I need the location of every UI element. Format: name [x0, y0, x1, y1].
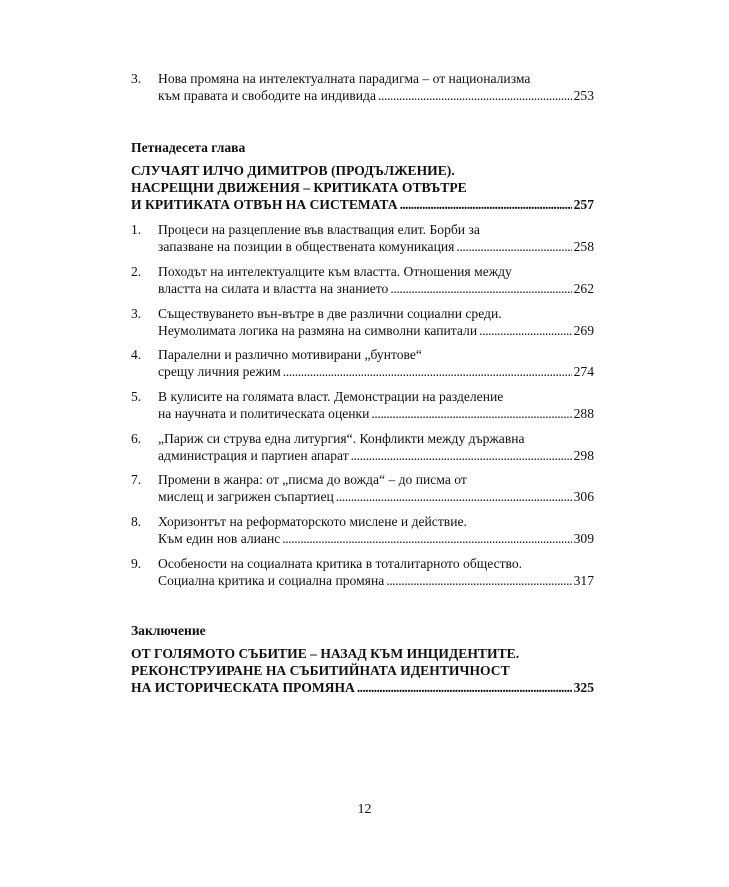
- chapter-title-end: И КРИТИКАТА ОТВЪН НА СИСТЕМАТА: [131, 197, 398, 212]
- toc-entry-page: 253: [573, 88, 594, 103]
- conclusion-title-line: РЕКОНСТРУИРАНЕ НА СЪБИТИЙНАТА ИДЕНТИЧНОСТ: [131, 663, 510, 678]
- toc-entry-page: 258: [573, 239, 594, 254]
- toc-entry-number: 8.: [131, 514, 142, 529]
- toc-entry: [131, 305, 594, 339]
- toc-entry: [131, 70, 594, 104]
- toc-entry-title-end: към правата и свободите на индивида: [158, 88, 377, 103]
- dot-leader: [357, 679, 572, 696]
- toc-entry-title-line: Съществуването вън-вътре в две различни социални среди.: [158, 306, 502, 321]
- toc-entry-title-last-line: [158, 363, 594, 380]
- toc-entry-page: 298: [573, 448, 594, 463]
- dot-leader: [456, 238, 571, 255]
- toc-entry-title-last-line: [158, 322, 594, 339]
- dot-leader: [390, 280, 571, 297]
- toc-entry-number: 7.: [131, 472, 142, 487]
- toc-entry-title-last-line: [158, 488, 594, 505]
- conclusion-label: Заключение: [131, 623, 206, 638]
- toc-entry-title-last-line: [158, 572, 594, 589]
- toc-entry-title-last-line: [158, 405, 594, 422]
- toc-entry-number: 5.: [131, 389, 142, 404]
- toc-entry-title-line: Процеси на разцепление във властващия елит. Борби за: [158, 222, 480, 237]
- chapter-title-last-line: [131, 196, 594, 213]
- toc-entry-title-end: Към един нов алианс: [158, 531, 281, 546]
- toc-entry: [131, 263, 594, 297]
- toc-entry-page: 306: [573, 489, 594, 504]
- toc-entry-title-last-line: [158, 238, 594, 255]
- conclusion-page: 325: [573, 680, 594, 695]
- dot-leader: [371, 405, 571, 422]
- toc-entry: [131, 471, 594, 505]
- toc-entry-title-last-line: [158, 530, 594, 547]
- toc-entry-page: 262: [573, 281, 594, 296]
- dot-leader: [378, 87, 572, 104]
- toc-entry-title-end: властта на силата и властта на знанието: [158, 281, 389, 296]
- page-number: 12: [357, 802, 372, 817]
- toc-entry-title-end: администрация и партиен апарат: [158, 448, 349, 463]
- conclusion-title-line: ОТ ГОЛЯМОТО СЪБИТИЕ – НАЗАД КЪМ ИНЦИДЕНТИТЕ.: [131, 646, 520, 661]
- toc-entry-title-end: мислещ и загрижен съпартиец: [158, 489, 334, 504]
- chapter-title-line: СЛУЧАЯТ ИЛЧО ДИМИТРОВ (ПРОДЪЛЖЕНИЕ).: [131, 163, 455, 178]
- toc-entry-page: 309: [573, 531, 594, 546]
- toc-entry-page: 317: [573, 573, 594, 588]
- toc-entry: [131, 221, 594, 255]
- chapter-title-line: НАСРЕЩНИ ДВИЖЕНИЯ – КРИТИКАТА ОТВЪТРЕ: [131, 180, 467, 195]
- toc-entry-title-line: Паралелни и различно мотивирани „бунтове“: [158, 347, 422, 362]
- toc-entry: [131, 346, 594, 380]
- conclusion-title-last-line: [131, 679, 594, 696]
- conclusion-title-end: НА ИСТОРИЧЕСКАТА ПРОМЯНА: [131, 680, 355, 695]
- dot-leader: [479, 322, 572, 339]
- conclusion-title: [131, 645, 594, 696]
- toc-entry-page: 288: [573, 406, 594, 421]
- toc-entry-title-last-line: [158, 280, 594, 297]
- toc-entry-title-end: срещу личния режим: [158, 364, 281, 379]
- toc-entry-title-end: Социална критика и социална промяна: [158, 573, 385, 588]
- toc-entry-title-end: на научната и политическата оценки: [158, 406, 370, 421]
- dot-leader: [386, 572, 571, 589]
- toc-entry-title-last-line: [158, 447, 594, 464]
- chapter-title: [131, 162, 594, 213]
- toc-entry-title-line: В кулисите на голямата власт. Демонстрации на разделение: [158, 389, 504, 404]
- chapter-label: Петнадесета глава: [131, 140, 246, 155]
- toc-entry-title-line: Походът на интелектуалците към властта. Отношения между: [158, 264, 512, 279]
- dot-leader: [400, 196, 572, 213]
- chapter-page: 257: [573, 197, 594, 212]
- toc-entry-title-line: Нова промяна на интелектуалната парадигма – от национализма: [158, 71, 531, 86]
- toc-entry-number: 3.: [131, 306, 142, 321]
- toc-entry-number: 4.: [131, 347, 142, 362]
- dot-leader: [336, 488, 572, 505]
- dot-leader: [282, 530, 571, 547]
- toc-entry-title-last-line: [158, 87, 594, 104]
- toc-entry-title-line: Промени в жанра: от „писма до вожда“ – до писма от: [158, 472, 467, 487]
- toc-entry-page: 269: [573, 323, 594, 338]
- toc-entry-number: 6.: [131, 431, 142, 446]
- toc-entry-title-line: Особености на социалната критика в тоталитарното общество.: [158, 556, 523, 571]
- toc-entry: [131, 388, 594, 422]
- toc-entry-title-line: „Париж си струва една литургия“. Конфликти между държавна: [158, 431, 525, 446]
- toc-entry-number: 9.: [131, 556, 142, 571]
- toc-entry-title-end: Неумолимата логика на размяна на символни капитали: [158, 323, 478, 338]
- toc-entry: [131, 513, 594, 547]
- toc-entry-number: 1.: [131, 222, 142, 237]
- toc-entry-number: 3.: [131, 71, 142, 86]
- dot-leader: [351, 447, 572, 464]
- toc-entry-title-line: Хоризонтът на реформаторското мислене и действие.: [158, 514, 467, 529]
- toc-entry-number: 2.: [131, 264, 142, 279]
- toc-entry: [131, 555, 594, 589]
- toc-entry: [131, 430, 594, 464]
- toc-entry-title-end: запазване на позиции в обществената комуникация: [158, 239, 455, 254]
- dot-leader: [283, 363, 572, 380]
- toc-entry-page: 274: [573, 364, 594, 379]
